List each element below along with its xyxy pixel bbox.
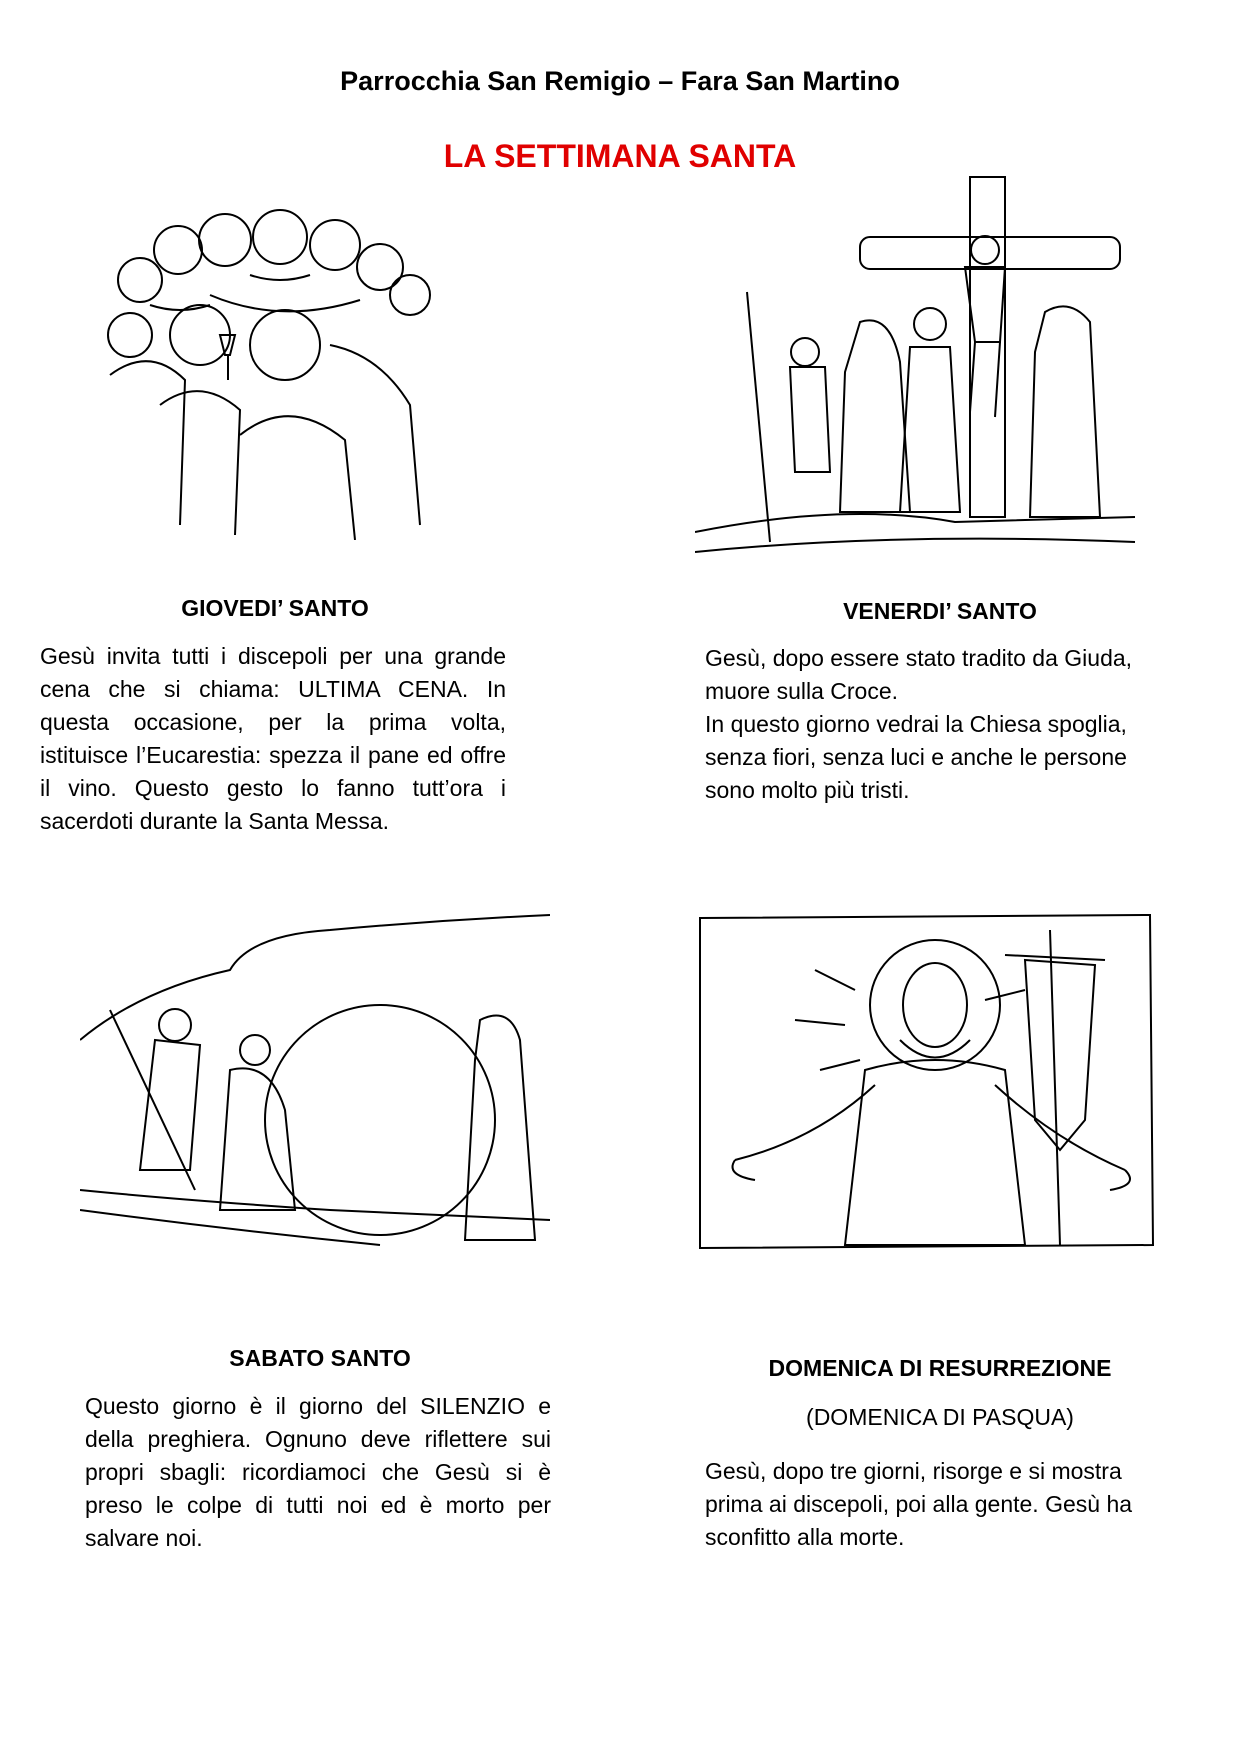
giovedi-title: GIOVEDI’ SANTO [181, 595, 369, 621]
tomb-illustration [80, 910, 550, 1255]
venerdi-text-1: Gesù, dopo essere stato tradito da Giuda, muore sulla Croce. [705, 645, 1133, 704]
resurrection-illustration [695, 910, 1157, 1253]
crucifixion-illustration [695, 172, 1140, 562]
venerdi-title: VENERDI’ SANTO [843, 598, 1037, 624]
sabato-text: Questo giorno è il giorno del SILENZIO e della preghiera. Ognuno deve riflettere sui propri sbagli: ricordiamoci che Gesù si è preso le colpe di tutti noi ed è morto per salvare noi. [85, 1393, 551, 1551]
giovedi-text: Gesù invita tutti i discepoli per una grande cena che si chiama: ULTIMA CENA. In questa occasione, per la prima volta, istituisce l’Eucarestia: spezza il pane ed offre il vino. Questo gesto lo fanno tutt’ora i sacerdoti durante la Santa Messa. [40, 643, 506, 834]
parish-name: Parrocchia San Remigio – Fara San Martino [340, 66, 900, 96]
domenica-title: DOMENICA DI RESURREZIONE [768, 1355, 1112, 1381]
venerdi-text-2: In questo giorno vedrai la Chiesa spoglia, senza fiori, senza luci e anche le persone sono molto più tristi. [705, 711, 1127, 803]
domenica-text: Gesù, dopo tre giorni, risorge e si mostra prima ai discepoli, poi alla gente. Gesù ha sconfitto alla morte. [705, 1458, 1133, 1550]
last-supper-illustration [90, 205, 450, 540]
domenica-subtitle: (DOMENICA DI PASQUA) [806, 1404, 1074, 1430]
sabato-title: SABATO SANTO [229, 1345, 411, 1371]
page-title: LA SETTIMANA SANTA [443, 138, 797, 174]
